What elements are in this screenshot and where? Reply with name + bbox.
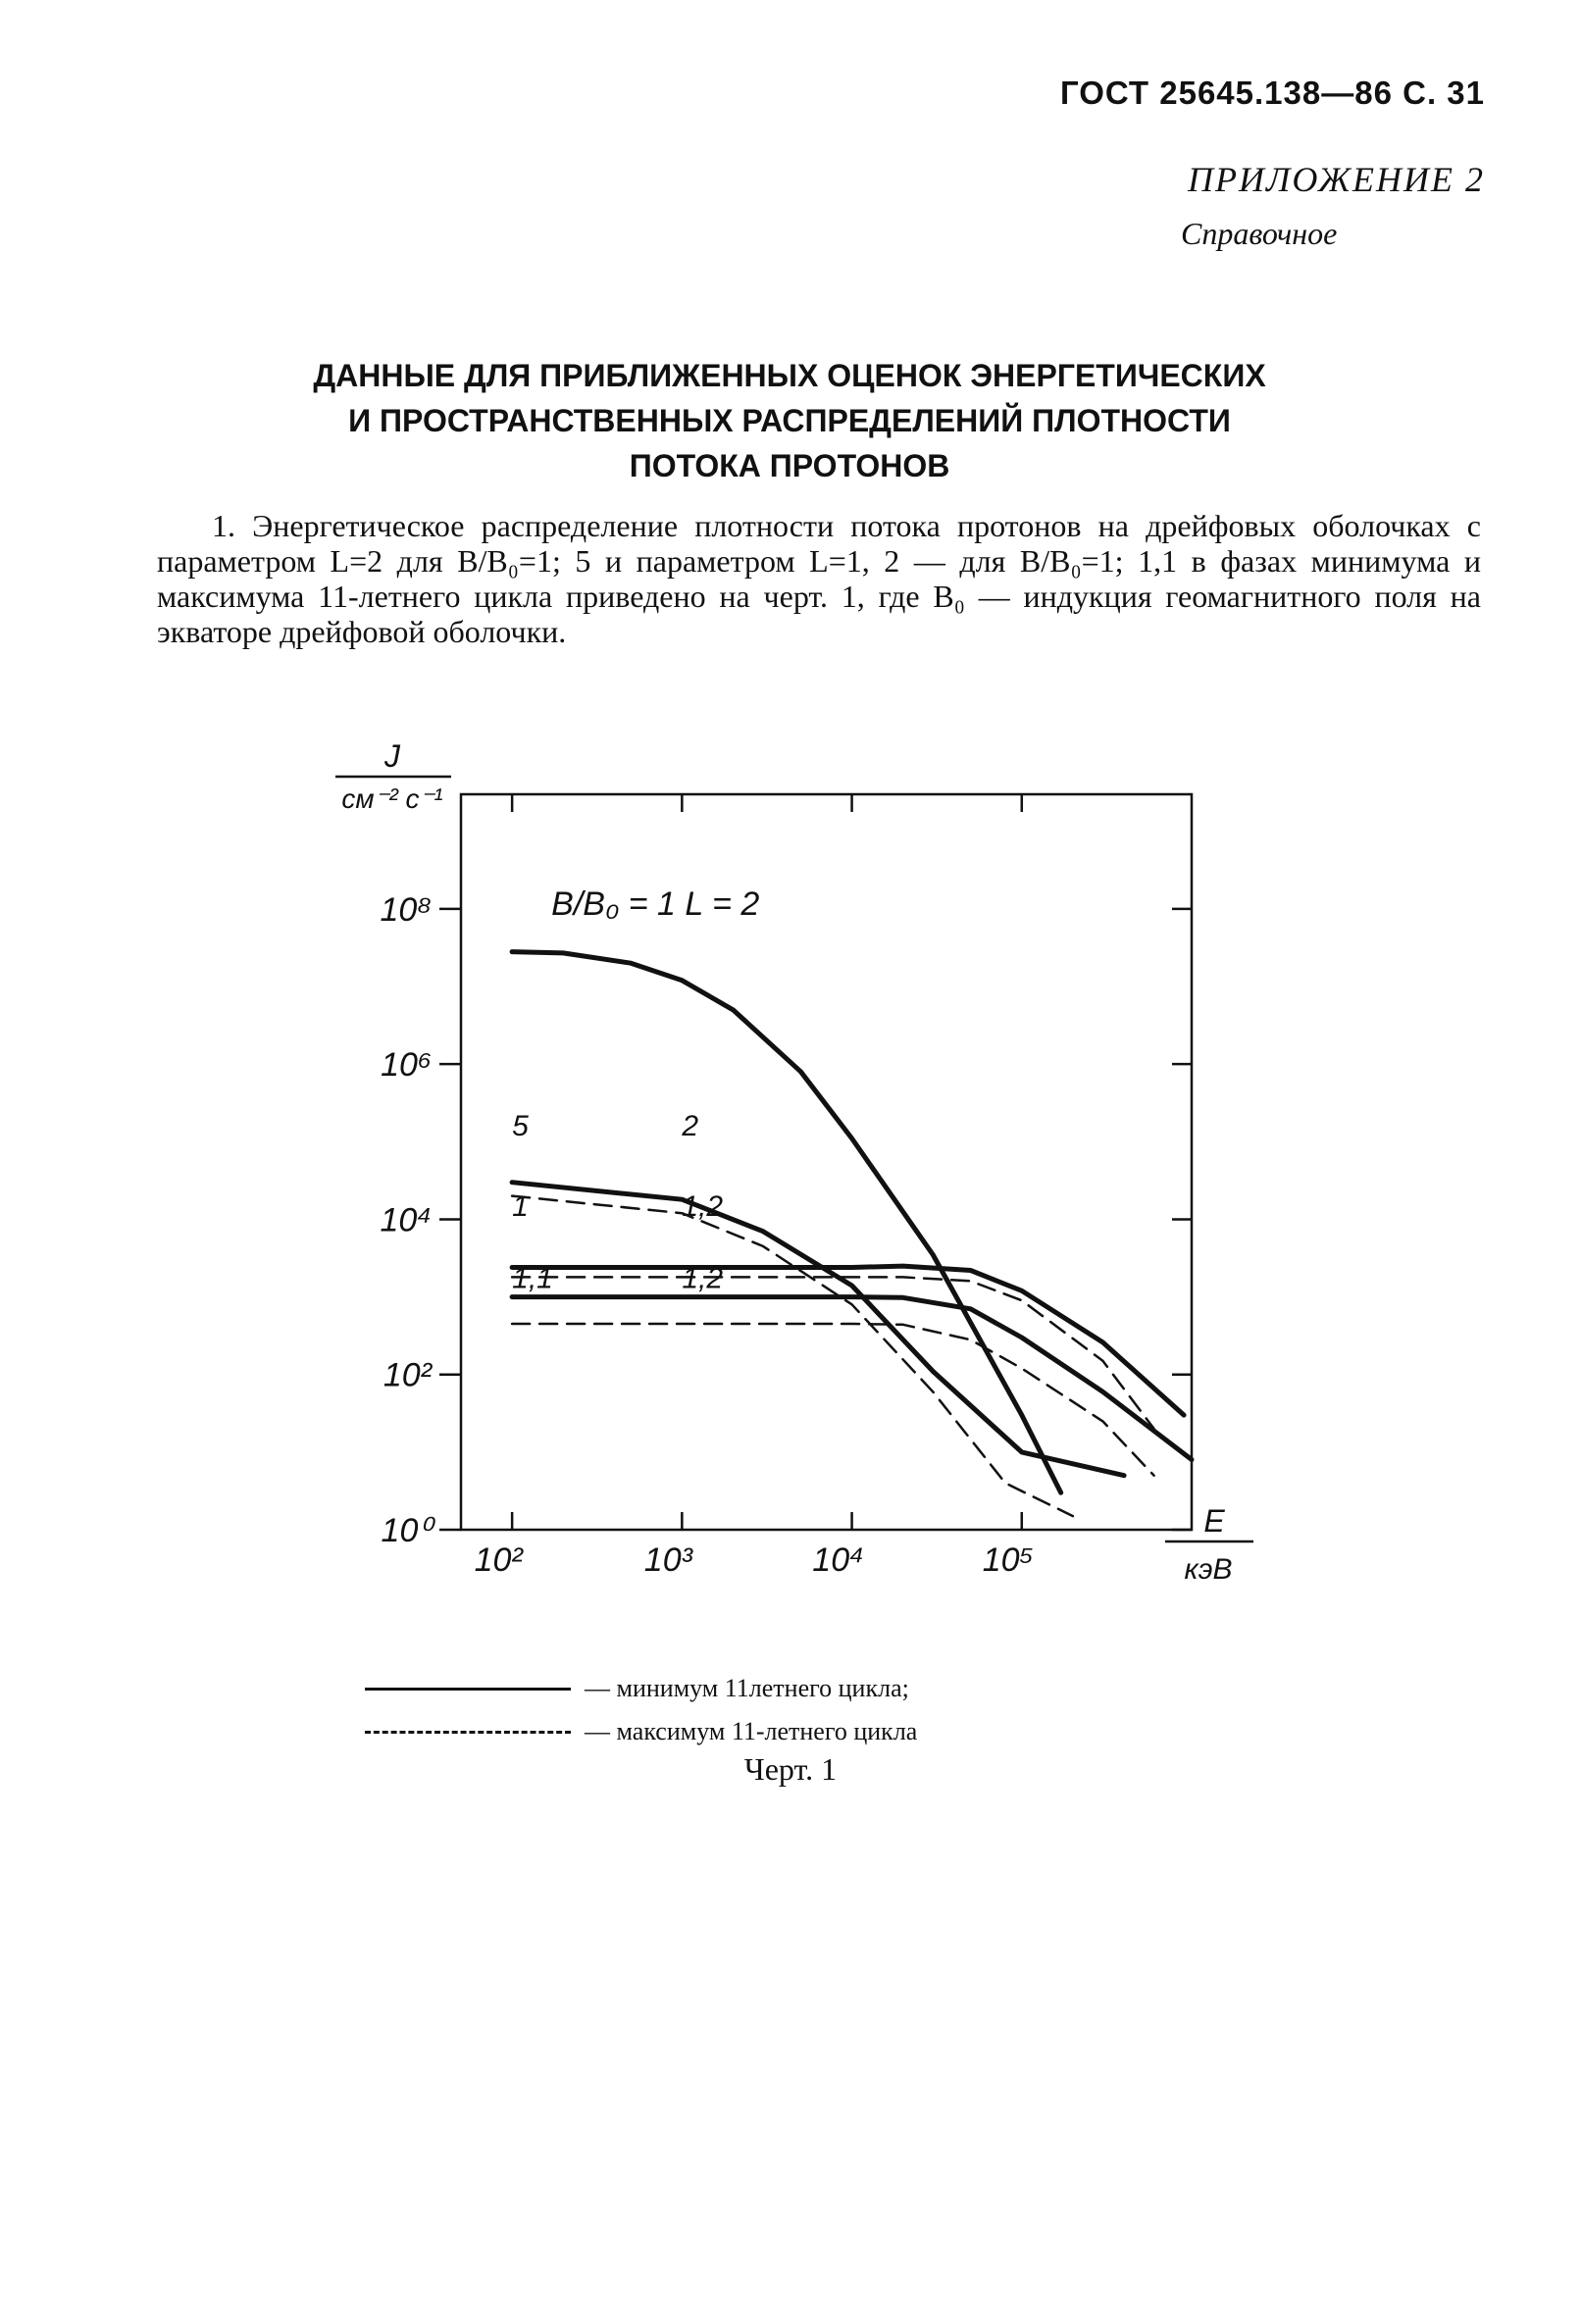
curve-label: 1,2: [682, 1190, 724, 1224]
legend-solid-line-swatch: [365, 1688, 571, 1691]
curve-label: 1: [512, 1190, 529, 1224]
chart-svg: [314, 726, 1255, 1628]
y-axis-unit: см⁻² с⁻¹: [341, 783, 443, 814]
document-reference: ГОСТ 25645.138—86 С. 31: [1059, 75, 1485, 111]
y-tick-label: 10⁶: [381, 1046, 432, 1085]
appendix-label: ПРИЛОЖЕНИЕ 2: [1188, 160, 1485, 199]
x-axis-unit: кэВ: [1184, 1553, 1233, 1586]
y-axis-label: J: [384, 738, 400, 774]
y-tick-label: 10⁰: [381, 1512, 432, 1549]
figure-caption: Черт. 1: [743, 1751, 838, 1787]
legend-label: — максимум 11-летнего цикла: [585, 1717, 918, 1745]
curve-label: 1,1: [512, 1262, 553, 1295]
x-tick-label: 10³: [643, 1541, 692, 1579]
x-tick-label: 10⁵: [982, 1541, 1034, 1579]
legend-dashed-line-swatch: [365, 1731, 571, 1734]
legend-item-dashed: [365, 1710, 1248, 1753]
y-tick-label: 10⁴: [380, 1201, 432, 1239]
x-tick-label: 10⁴: [812, 1541, 864, 1579]
chart-annotation: B/B₀ = 1 L = 2: [551, 884, 760, 923]
series-line-4-dashed: [512, 1277, 1154, 1429]
curve-label: 1,2: [682, 1262, 724, 1295]
y-tick-label: 10²: [382, 1356, 432, 1394]
title-line: ПОТОКА ПРОТОНОВ: [629, 448, 950, 483]
series-line-3-solid: [512, 1266, 1184, 1415]
paragraph-text: 1. Энергетическое распределение плотности потока протонов на дрейфовых оболочках с параметром L=2 для B/B₀=1; 5 и параметром L=1, 2 — для B/B₀=1; 1,1 в фазах минимума и максимума 11-летнего цикла приведено на черт. 1, где B₀ — индукция геомагнитного поля на экваторе дрейфовой оболочки.: [157, 508, 1481, 649]
x-tick-label: 10²: [474, 1541, 523, 1579]
section-title: [196, 353, 1383, 488]
energy-spectrum-chart: [314, 726, 1255, 1628]
curve-label: 2: [682, 1110, 699, 1143]
legend-item-solid: [365, 1667, 1248, 1710]
title-line: И ПРОСТРАНСТВЕННЫХ РАСПРЕДЕЛЕНИЙ ПЛОТНОСТИ: [348, 403, 1231, 438]
legend-label: — минимум 11летнего цикла;: [585, 1674, 909, 1702]
y-tick-label: 10⁸: [380, 890, 432, 929]
curve-label: 5: [512, 1110, 529, 1143]
x-axis-label: E: [1203, 1503, 1225, 1539]
appendix-type: Справочное: [1181, 216, 1338, 251]
chart-legend: [365, 1667, 1248, 1753]
series-line-6-dashed: [512, 1324, 1154, 1476]
body-paragraph: [157, 508, 1481, 649]
series-line-5-solid: [512, 1297, 1192, 1460]
title-line: ДАННЫЕ ДЛЯ ПРИБЛИЖЕННЫХ ОЦЕНОК ЭНЕРГЕТИЧЕСКИХ: [313, 358, 1266, 393]
